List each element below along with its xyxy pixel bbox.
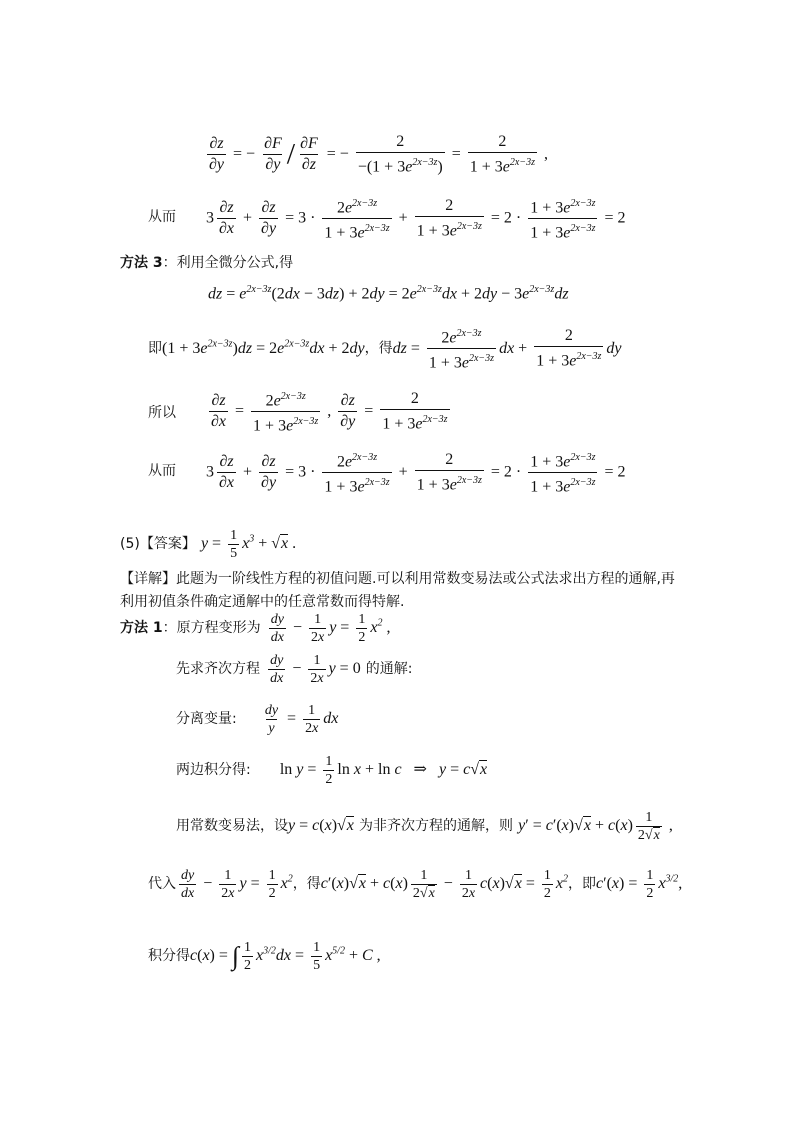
method1-desc: ：原方程变形为 <box>162 620 261 637</box>
label-answer: (5)【答案】 <box>120 536 196 553</box>
method1-label: 方法 1 <box>120 620 163 637</box>
detail-line-1 <box>120 568 675 588</box>
step5-c: ，即 <box>567 876 596 893</box>
step5-b: ，得 <box>292 876 321 893</box>
method3-heading <box>120 252 293 272</box>
formula-dz-dy: $\frac{\partial z}{\partial y}$ = − $\frac{\partial F}{\partial y}$ / $\frac{\partial F}{\partial z}$ = − $\frac{2}{-(1 + 3e^{2x-3z})}$ = $\frac{2}{1 + 3e^{2x-3z}}$ , <box>209 133 548 176</box>
step4-a: 用常数变易法，设 <box>176 818 288 835</box>
label-suoyi: 所以 <box>148 405 176 421</box>
formula-total-diff: dz = $e^{2x-3z}(2dx - 3dz) + 2dy = 2e^{2x-3z}dx + 2dy - 3e^{2x-3z}dz$ <box>208 284 569 303</box>
step2-label: 分离变量: <box>176 711 237 728</box>
step5-a: 代入 <box>148 876 176 893</box>
step3-label: 两边积分得: <box>176 762 251 779</box>
step-final-integral: 积分得c(x) = ∫ $\frac{1}{2}$ $x^{3/2}dx$ = $\frac{1}{5}$ $x^{5/2} + C$ , <box>148 940 381 973</box>
formula-partials: $\frac{\partial z}{\partial x}$ = $\frac{2e^{2x-3z}}{1 + 3e^{2x-3z}}$ , $\frac{\partial z}{\partial y}$ = $\frac{2}{1 + 3e^{2x-3z}}$ <box>211 390 448 435</box>
step-integrate: 两边积分得: ln y = $\frac{1}{2}$ ln x + ln c ⇒ y = c√x <box>176 754 488 787</box>
method1-line: 方法 1：原方程变形为 $\frac{dy}{dx}$ − $\frac{1}{2x}$ y = $\frac{1}{2}$ $x^2$ , <box>120 612 391 645</box>
label-cong-er-2: 从而 <box>148 463 176 479</box>
formula-sum-2: 3 $\frac{\partial z}{\partial x}$ + $\frac{\partial z}{\partial y}$ = 3 · $\frac{2e^{2x-3z}}{1 + 3e^{2x-3z}}$ + $\frac{2}{1 + 3e^{2x-3z}}$ = 2 · $\frac{1 + 3e^{2x-3z}}{1 + 3e^{2x-3z}}$ = 2 <box>206 451 626 496</box>
label-ji: 即 <box>148 340 162 357</box>
detail-tag: 【详解】 <box>120 571 176 587</box>
step-separate: 分离变量: $\frac{dy}{y}$ = $\frac{1}{2x}$ dx <box>176 703 339 736</box>
line-ji: 即$(1 + 3e^{2x-3z})dz = 2e^{2x-3z}dx + 2dy$，得dz = $\frac{2e^{2x-3z}}{1 + 3e^{2x-3z}}$ dx + $\frac{2}{1 + 3e^{2x-3z}}$ dy <box>148 327 622 372</box>
step4-b: 为非齐次方程的通解，则 <box>359 818 513 835</box>
detail-text-1: 此题为一阶线性方程的初值问题.可以利用常数变易法或公式法求出方程的通解,再 <box>176 571 675 587</box>
detail-line-2: 利用初值条件确定通解中的任意常数而得特解. <box>120 594 405 610</box>
answer-5: (5)【答案】 y = $\frac{1}{5}$ $x^3 + √x$ . <box>120 528 297 561</box>
step6-label: 积分得 <box>148 948 190 965</box>
step-substitute: 代入 $\frac{dy}{dx}$ − $\frac{1}{2x}$ y = $\frac{1}{2}$ $x^2$，得c′(x)√x + c(x) $\frac{1}{2√x}$ − $\frac{1}{2x}$ c(x)√x = $\frac{1}{2}$ $x^2$，即c′(x) = $\frac{1}{2}$ $x^{3/2}$, <box>148 868 683 901</box>
method3-label: 方法 3 <box>120 255 163 271</box>
label-de: ，得 <box>364 340 393 357</box>
step1-label: 先求齐次方程 <box>176 661 260 678</box>
method3-desc: ：利用全微分公式,得 <box>162 255 294 271</box>
label-cong-er: 从而 <box>148 209 176 225</box>
step1-tail: 的通解: <box>365 661 413 678</box>
step-homogeneous: 先求齐次方程 $\frac{dy}{dx}$ − $\frac{1}{2x}$ y = 0 的通解: <box>176 653 413 686</box>
formula-sum-1: 3 $\frac{\partial z}{\partial x}$ + $\frac{\partial z}{\partial y}$ = 3 · $\frac{2e^{2x-3z}}{1 + 3e^{2x-3z}}$ + $\frac{2}{1 + 3e^{2x-3z}}$ = 2 · $\frac{1 + 3e^{2x-3z}}{1 + 3e^{2x-3z}}$ = 2 <box>206 197 626 242</box>
step-variation: 用常数变易法，设y = c(x)√x 为非齐次方程的通解，则 y′ = c′(x)√x + c(x) $\frac{1}{2√x}$ , <box>176 810 673 843</box>
